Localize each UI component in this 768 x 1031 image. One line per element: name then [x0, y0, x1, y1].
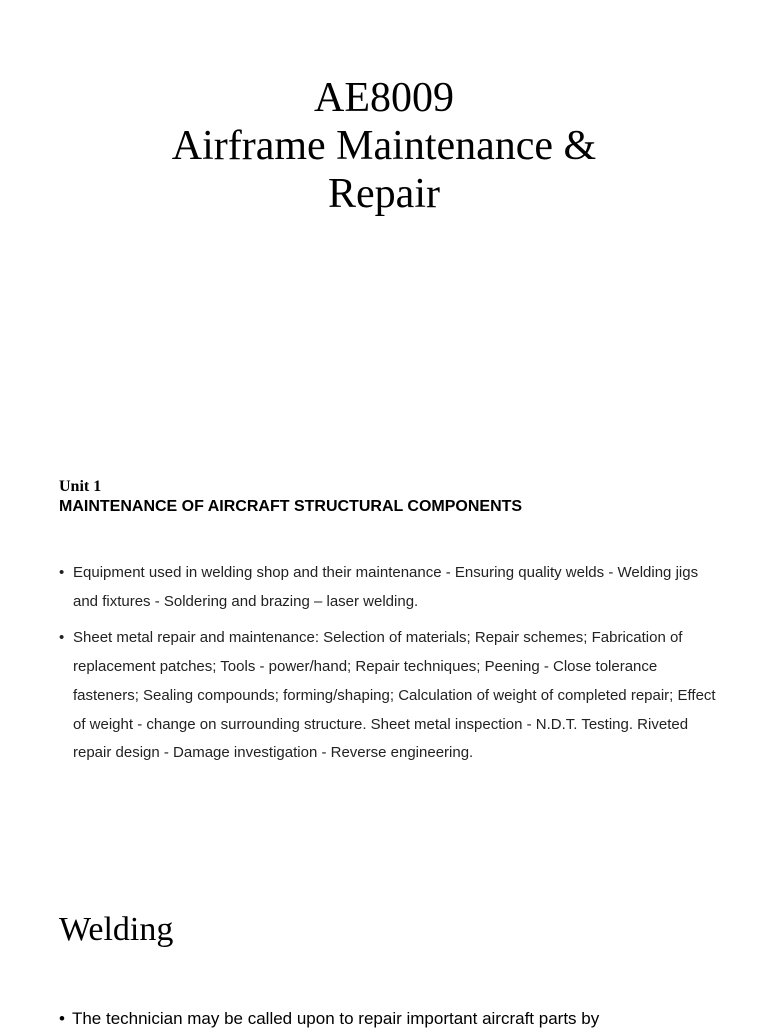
syllabus-list: [59, 559, 719, 776]
document-title: [0, 74, 768, 218]
course-code: AE8009: [314, 75, 454, 121]
course-title-line-2: Repair: [328, 171, 440, 217]
course-title-line-1: Airframe Maintenance &: [171, 123, 597, 169]
section-first-bullet-text: The technician may be called upon to repair important aircraft parts by: [71, 1009, 600, 1028]
section-first-bullet: [59, 1007, 759, 1031]
unit-header: [59, 477, 739, 517]
list-item-text: Equipment used in welding shop and their maintenance - Ensuring quality welds - Welding jigs and fixtures - Soldering and brazing – laser welding.: [73, 564, 699, 610]
unit-label: Unit 1: [59, 478, 102, 495]
list-item: [59, 559, 719, 616]
bullet-icon: •: [59, 564, 65, 581]
bullet-icon: •: [59, 629, 65, 647]
unit-heading: MAINTENANCE OF AIRCRAFT STRUCTURAL COMPONENTS: [59, 498, 523, 515]
section-heading: Welding: [59, 911, 174, 948]
list-item: [59, 624, 719, 768]
bullet-icon: •: [59, 1009, 65, 1028]
list-item-text: Sheet metal repair and maintenance: Selection of materials; Repair schemes; Fabrication of replacement patches; Tools - power/hand; Repair techniques; Peening - Close tolerance fasteners; Sealing compounds; forming/shaping; Calculation of weight of completed repair; Effect of weight - change on surrounding structure. Sheet metal inspection - N.D.T. Testing. Riveted repair design - Damage investigation - Reverse engineering.: [73, 629, 716, 762]
